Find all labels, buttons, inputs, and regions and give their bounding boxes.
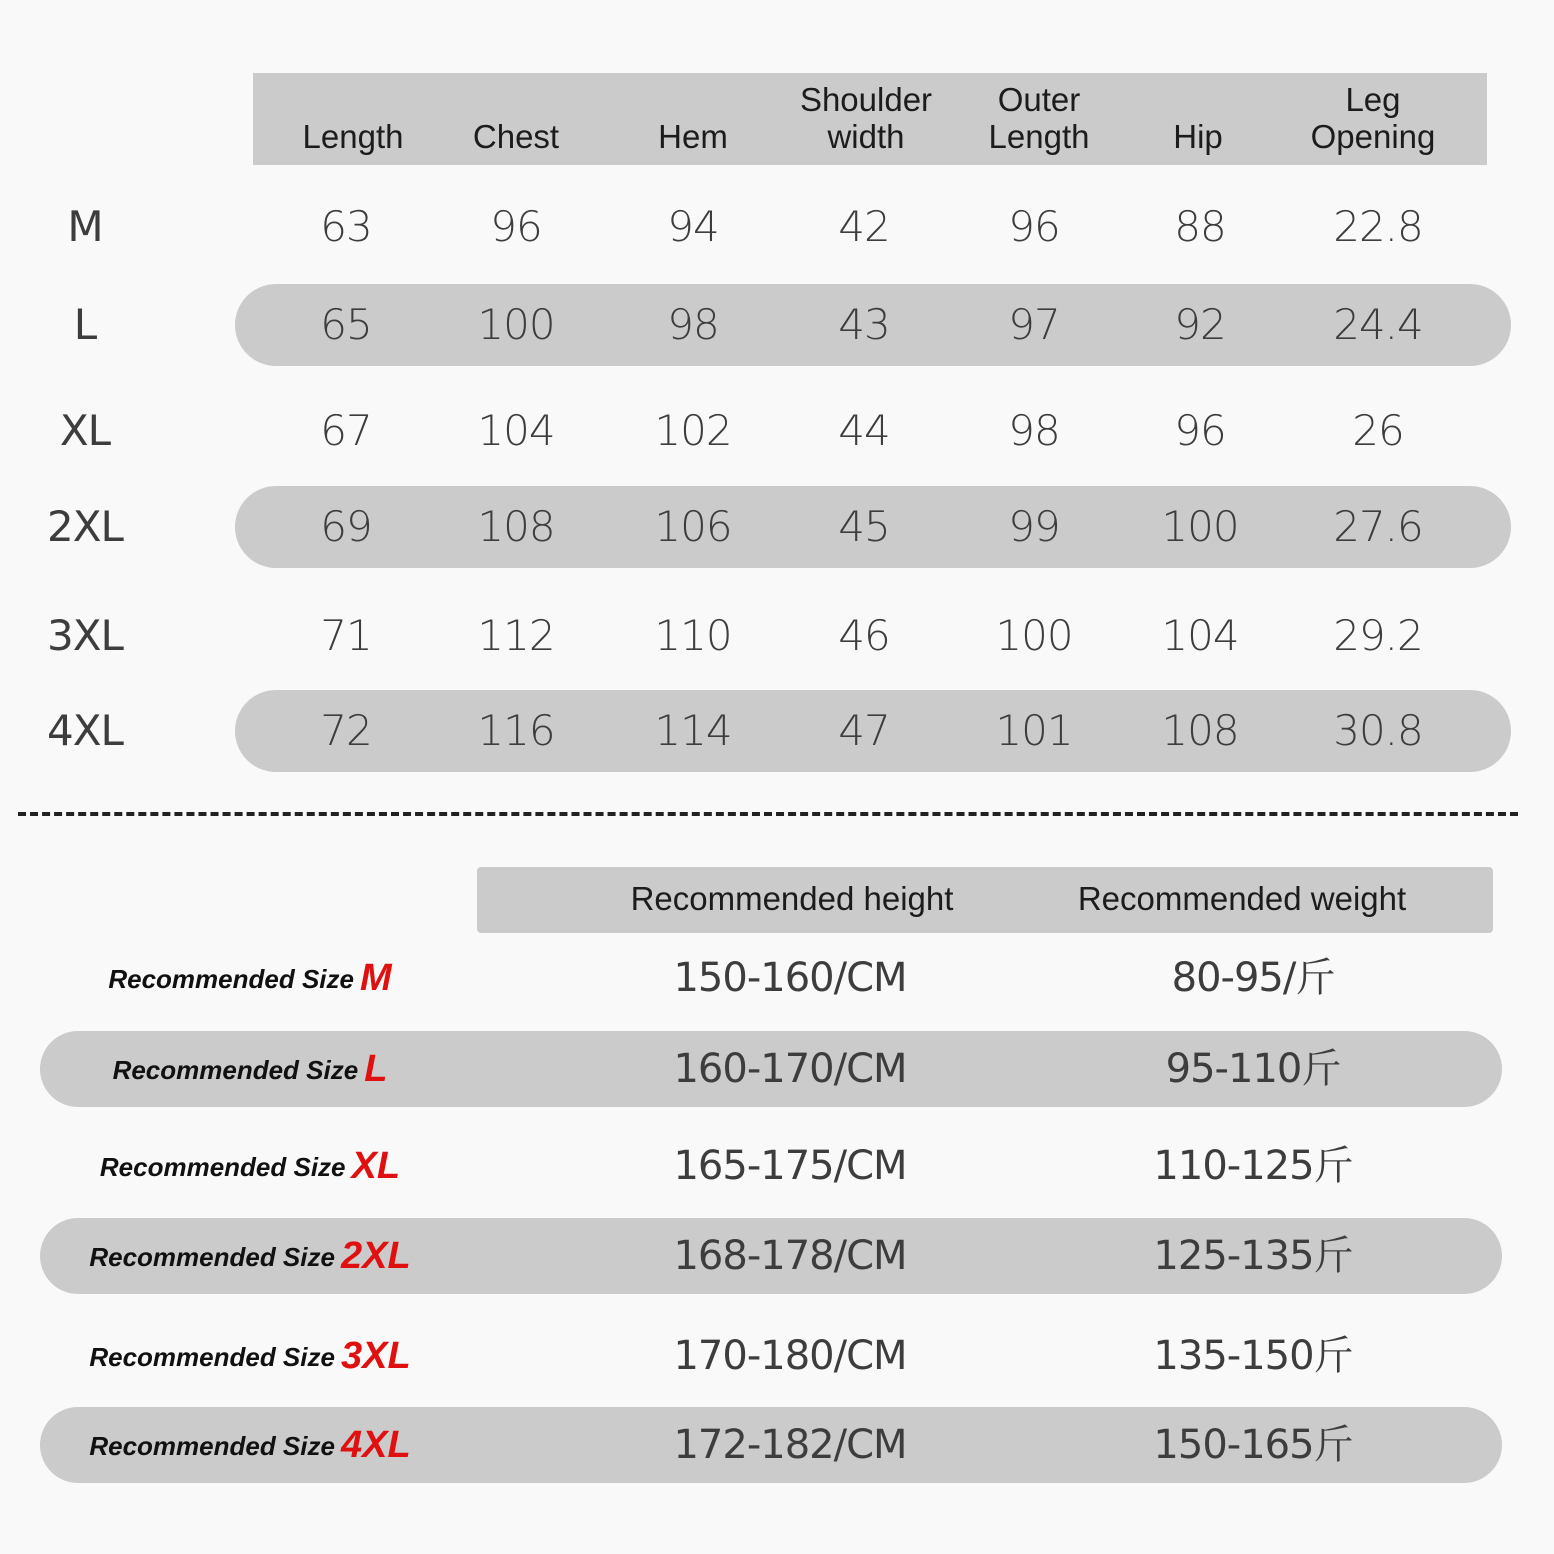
recommendation-row: [0, 1218, 1554, 1294]
recommendation-row: [0, 940, 1554, 1016]
measurement-cell: 108: [1161, 706, 1239, 755]
recommended-size-value: 2XL: [340, 1235, 411, 1277]
measurement-cell: 92: [1174, 300, 1226, 349]
recommended-height-cell: 168-178/CM: [673, 1233, 907, 1279]
measurement-cell: 97: [1008, 300, 1060, 349]
measurement-cell: 96: [1008, 202, 1060, 251]
recommended-weight-cell: 110-125斤: [1153, 1143, 1353, 1189]
measurement-cell: 22.8: [1333, 202, 1423, 251]
measurement-cell: 98: [1008, 406, 1060, 455]
header-chest: Chest: [472, 118, 560, 155]
recommended-size-label: [40, 1318, 460, 1394]
measurement-cell: 116: [477, 706, 555, 755]
recommended-size-label: [40, 1407, 460, 1483]
size-row: [0, 186, 1554, 268]
measurement-cell: 72: [320, 706, 372, 755]
recommended-height-cell: 165-175/CM: [673, 1143, 907, 1189]
measurement-cell: 27.6: [1333, 502, 1423, 551]
recommended-size-prefix: Recommended Size: [99, 1152, 346, 1182]
measurement-cell: 96: [490, 202, 542, 251]
size-label: 2XL: [47, 502, 123, 551]
measurement-cell: 104: [1161, 611, 1239, 660]
size-row: [0, 284, 1554, 366]
measurement-cell: 88: [1174, 202, 1226, 251]
measurement-cell: 100: [477, 300, 555, 349]
measurement-cell: 45: [838, 502, 890, 551]
recommended-height-cell: 172-182/CM: [673, 1422, 907, 1468]
measurement-cell: 65: [320, 300, 372, 349]
measurement-cell: 104: [477, 406, 555, 455]
measurement-cell: 63: [320, 202, 372, 251]
header-recommended-height: Recommended height: [630, 880, 954, 917]
dashed-divider: [18, 812, 1518, 816]
measurement-cell: 44: [838, 406, 890, 455]
recommended-size-value: M: [359, 957, 392, 999]
size-label: 3XL: [47, 611, 123, 660]
recommended-size-label: [40, 1218, 460, 1294]
recommended-size-value: XL: [351, 1145, 401, 1187]
recommended-size-prefix: Recommended Size: [112, 1055, 359, 1085]
measurement-cell: 26: [1352, 406, 1404, 455]
measurement-cell: 47: [838, 706, 890, 755]
recommended-height-cell: 170-180/CM: [673, 1333, 907, 1379]
recommendation-row: [0, 1128, 1554, 1204]
size-row: [0, 595, 1554, 677]
size-label: M: [67, 202, 103, 251]
recommended-weight-cell: 80-95/斤: [1171, 955, 1335, 1001]
recommended-size-prefix: Recommended Size: [89, 1342, 335, 1372]
measurement-cell: 110: [654, 611, 732, 660]
header-recommended-weight: Recommended weight: [1077, 880, 1407, 917]
recommended-size-prefix: Recommended Size: [89, 1431, 335, 1461]
measurement-cell: 99: [1008, 502, 1060, 551]
recommended-height-cell: 160-170/CM: [673, 1046, 907, 1092]
header-outer-length: Outer Length: [988, 81, 1090, 155]
recommendation-row: [0, 1318, 1554, 1394]
recommended-size-label: [40, 940, 460, 1016]
recommended-size-value: L: [364, 1048, 388, 1090]
measurement-cell: 43: [838, 300, 890, 349]
recommended-weight-cell: 135-150斤: [1153, 1333, 1353, 1379]
recommended-size-label: [40, 1128, 460, 1204]
recommended-size-prefix: Recommended Size: [108, 964, 354, 994]
recommendation-header: [477, 867, 1493, 933]
measurement-cell: 100: [995, 611, 1073, 660]
recommended-size-value: 4XL: [340, 1424, 411, 1466]
measurement-cell: 42: [838, 202, 890, 251]
measurement-cell: 67: [320, 406, 372, 455]
measurement-cell: 98: [667, 300, 719, 349]
size-table-header: [253, 73, 1487, 165]
header-shoulder-width: Shoulder width: [799, 81, 933, 155]
recommendation-row: [0, 1031, 1554, 1107]
measurement-cell: 94: [667, 202, 719, 251]
recommended-height-cell: 150-160/CM: [673, 955, 907, 1001]
measurement-cell: 69: [320, 502, 372, 551]
measurement-cell: 102: [654, 406, 732, 455]
recommended-weight-cell: 95-110斤: [1165, 1046, 1341, 1092]
recommended-size-value: 3XL: [340, 1335, 411, 1377]
measurement-cell: 46: [838, 611, 890, 660]
measurement-cell: 71: [320, 611, 372, 660]
measurement-cell: 114: [654, 706, 732, 755]
measurement-cell: 30.8: [1333, 706, 1423, 755]
size-row: [0, 690, 1554, 772]
measurement-cell: 108: [477, 502, 555, 551]
measurement-cell: 106: [654, 502, 732, 551]
recommended-size-prefix: Recommended Size: [89, 1242, 335, 1272]
header-hem: Hem: [658, 118, 728, 155]
size-label: L: [73, 300, 97, 349]
recommended-size-label: [40, 1031, 460, 1107]
recommended-weight-cell: 125-135斤: [1153, 1233, 1353, 1279]
measurement-cell: 100: [1161, 502, 1239, 551]
measurement-cell: 24.4: [1333, 300, 1423, 349]
measurement-cell: 29.2: [1333, 611, 1423, 660]
recommended-weight-cell: 150-165斤: [1153, 1422, 1353, 1468]
measurement-cell: 96: [1174, 406, 1226, 455]
measurement-cell: 112: [477, 611, 555, 660]
size-row: [0, 390, 1554, 472]
recommendation-row: [0, 1407, 1554, 1483]
size-row: [0, 486, 1554, 568]
header-length: Length: [302, 118, 404, 155]
header-hip: Hip: [1173, 118, 1223, 155]
size-label: 4XL: [47, 706, 123, 755]
size-label: XL: [59, 406, 111, 455]
measurement-cell: 101: [995, 706, 1073, 755]
header-leg-opening: Leg Opening: [1310, 81, 1436, 155]
